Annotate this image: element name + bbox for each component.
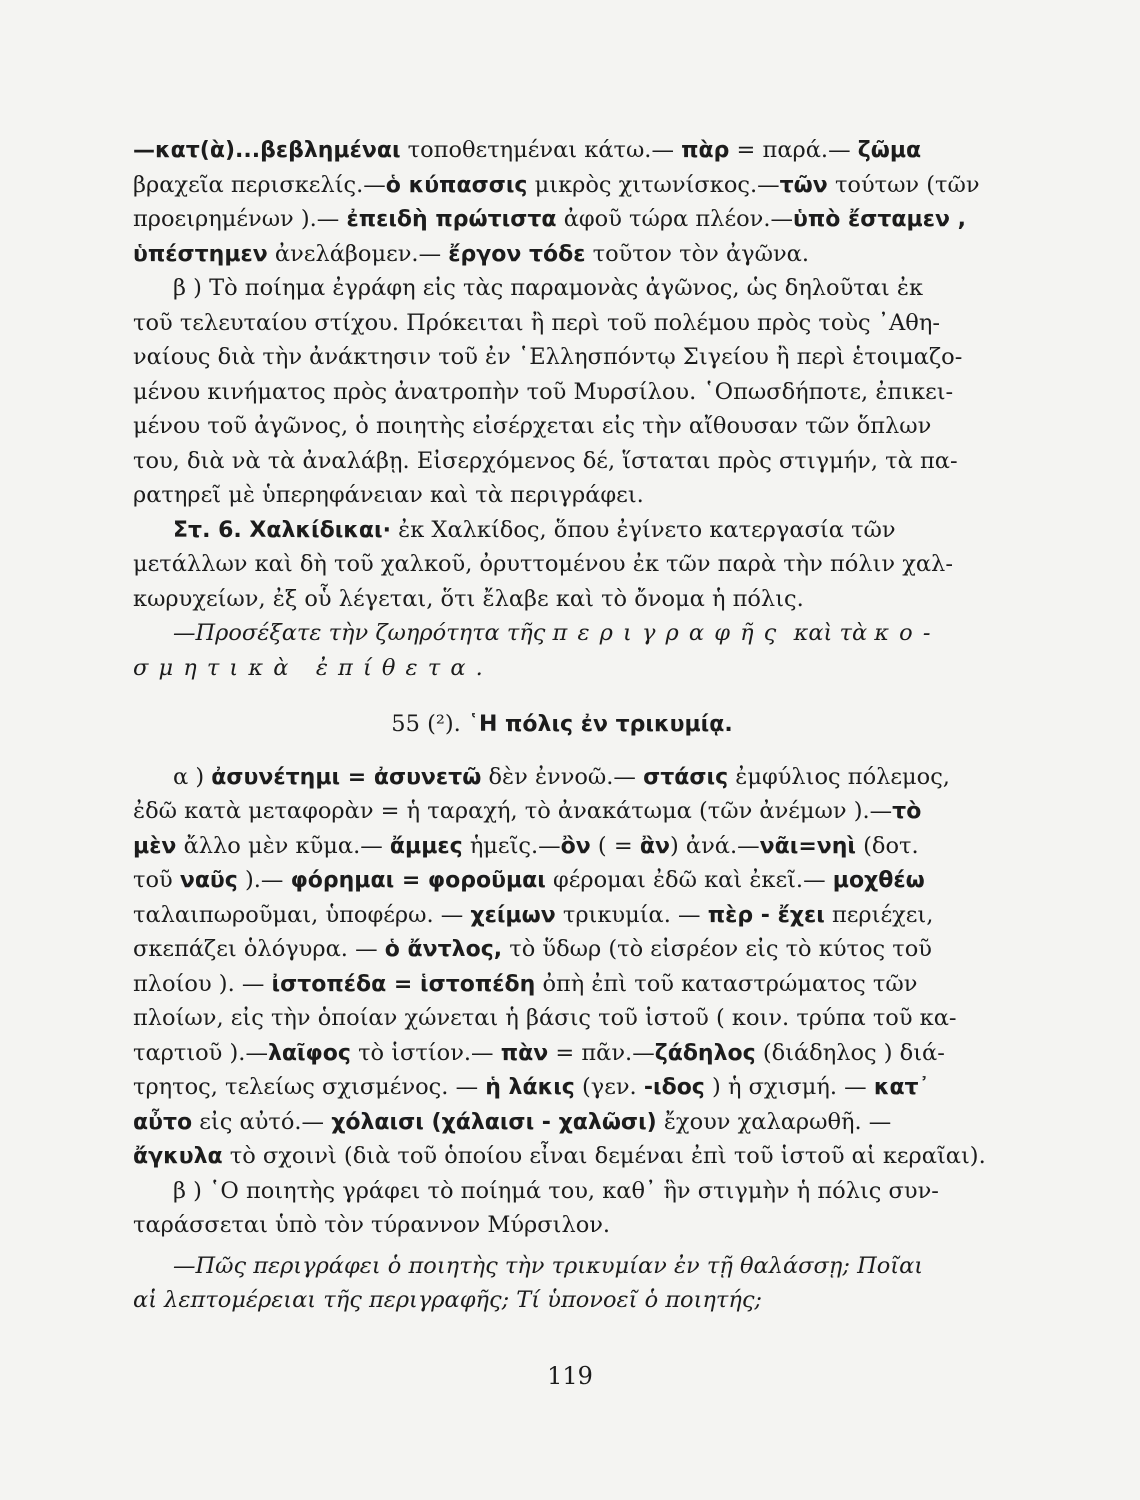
text-line: τοῦ τελευταίου στίχου. Πρόκειται ἢ περὶ τοῦ πολέμου πρὸς τοὺς ᾿Αθη- (133, 309, 940, 336)
text-line: ἐδῶ κατὰ μεταφορὰν = ἡ ταραχή, τὸ ἀνακάτωμα (τῶν ἀνέμων ).—τὸ (133, 798, 922, 824)
text-line: σμητικὰ ἐπίθετα. (133, 654, 493, 681)
text-line: αἱ λεπτομέρειαι τῆς περιγραφῆς; Τί ὑπονοεῖ ὁ ποιητής; (133, 1287, 763, 1313)
text-line: του, διὰ νὰ τὰ ἀναλάβῃ. Εἰσερχόμενος δέ, ἵσταται πρὸς στιγμήν, τὰ πα- (133, 447, 958, 474)
text-line: ταράσσεται ὑπὸ τὸν τύραννον Μύρσιλον. (133, 1212, 611, 1238)
text-line: πλοίων, εἰς τὴν ὁποίαν χώνεται ἡ βάσις τοῦ ἱστοῦ ( κοιν. τρύπα τοῦ κα- (133, 1005, 957, 1031)
text-line: τοῦ ναῦς ).— φόρημαι = φοροῦμαι φέρομαι ἐδῶ καὶ ἐκεῖ.— μοχθέω (133, 867, 925, 893)
text-line: αὖτο εἰς αὐτό.— χόλαισι (χάλαισι - χαλῶσι) ἔχουν χαλαρωθῆ. — (133, 1108, 892, 1135)
text-line: ὑπέστημεν ἀνελάβομεν.— ἔργον τόδε τοῦτον τὸν ἀγῶνα. (133, 240, 809, 267)
section-heading: 55 (²). ῾Η πόλις ἐν τρικυμίᾳ. (391, 711, 733, 737)
text-line: ρατηρεῖ μὲ ὑπερηφάνειαν καὶ τὰ περιγράφει. (133, 482, 644, 508)
text-line: μὲν ἄλλο μὲν κῦμα.— ἄμμες ἡμεῖς.—ὂν ( = ἂν) ἀνά.—νᾶι=νηὶ (δοτ. (133, 832, 919, 859)
text-line: μένου τοῦ ἀγῶνος, ὁ ποιητὴς εἰσέρχεται εἰς τὴν αἴθουσαν τῶν ὅπλων (133, 413, 932, 439)
text-line: σκεπάζει ὁλόγυρα. — ὁ ἄντλος, τὸ ὕδωρ (τὸ εἰσρέον εἰς τὸ κύτος τοῦ (133, 936, 932, 962)
text-line: τρητος, τελείως σχισμένος. — ἡ λάκις (γεν. -ιδος ) ἡ σχισμή. — κατ᾽ (133, 1074, 930, 1100)
text-line: β ) ῾Ο ποιητὴς γράφει τὸ ποίημά του, καθ᾽ ἣν στιγμὴν ἡ πόλις συν- (173, 1177, 939, 1204)
page-text (133, 133, 991, 1318)
text-line: προειρημένων ).— ἐπειδὴ πρώτιστα ἀφοῦ τώρα πλέον.—ὑπὸ ἔσταμεν , (133, 206, 966, 232)
text-line: β ) Τὸ ποίημα ἐγράφη εἰς τὰς παραμονὰς ἀγῶνος, ὡς δηλοῦται ἐκ (173, 275, 924, 301)
text-line: μένου κινήματος πρὸς ἀνατροπὴν τοῦ Μυρσίλου. ῾Οπωσδήποτε, ἐπικει- (133, 378, 954, 405)
text-line: βραχεῖα περισκελίς.—ὁ κύπασσις μικρὸς χιτωνίσκος.—τῶν τούτων (τῶν (133, 171, 980, 198)
page-number: 119 (547, 1362, 593, 1390)
text-line: μετάλλων καὶ δὴ τοῦ χαλκοῦ, ὀρυττομένου ἐκ τῶν παρὰ τὴν πόλιν χαλ- (133, 551, 953, 577)
text-line: ταλαιπωροῦμαι, ὑποφέρω. — χείμων τρικυμία. — πὲρ - ἔχει περιέχει, (133, 901, 934, 928)
text-line: —κατ(ὰ)...βεβλημέναι τοποθετημέναι κάτω.— πὰρ = παρά.— ζῶμα (133, 137, 922, 163)
text-line: —Προσέξατε τὴν ζωηρότητα τῆς περιγραφῆς καὶ τὰ κο- (173, 620, 941, 646)
text-line: κωρυχείων, ἐξ οὗ λέγεται, ὅτι ἔλαβε καὶ τὸ ὄνομα ἡ πόλις. (133, 585, 804, 612)
text-line: πλοίου ). — ἰστοπέδα = ἱστοπέδη ὀπὴ ἐπὶ τοῦ καταστρώματος τῶν (133, 970, 918, 997)
text-line: ναίους διὰ τὴν ἀνάκτησιν τοῦ ἐν ῾Ελλησπόντῳ Σιγείου ἢ περὶ ἑτοιμαζο- (133, 344, 963, 370)
text-line: —Πῶς περιγράφει ὁ ποιητὴς τὴν τρικυμίαν ἐν τῇ θαλάσσῃ; Ποῖαι (173, 1252, 924, 1279)
text-line: α ) ἀσυνέτημι = ἀσυνετῶ δὲν ἐννοῶ.— στάσις ἐμφύλιος πόλεμος, (173, 763, 950, 790)
text-line: ταρτιοῦ ).—λαῖφος τὸ ἱστίον.— πὰν = πᾶν.—ζάδηλος (διάδηλος ) διά- (133, 1039, 945, 1066)
text-line: ἄγκυλα τὸ σχοινὶ (διὰ τοῦ ὁποίου εἶναι δεμέναι ἐπὶ τοῦ ἱστοῦ αἱ κεραῖαι). (133, 1143, 986, 1169)
text-line: Στ. 6. Χαλκίδικαι· ἐκ Χαλκίδος, ὅπου ἐγίνετο κατεργασία τῶν (173, 516, 896, 543)
